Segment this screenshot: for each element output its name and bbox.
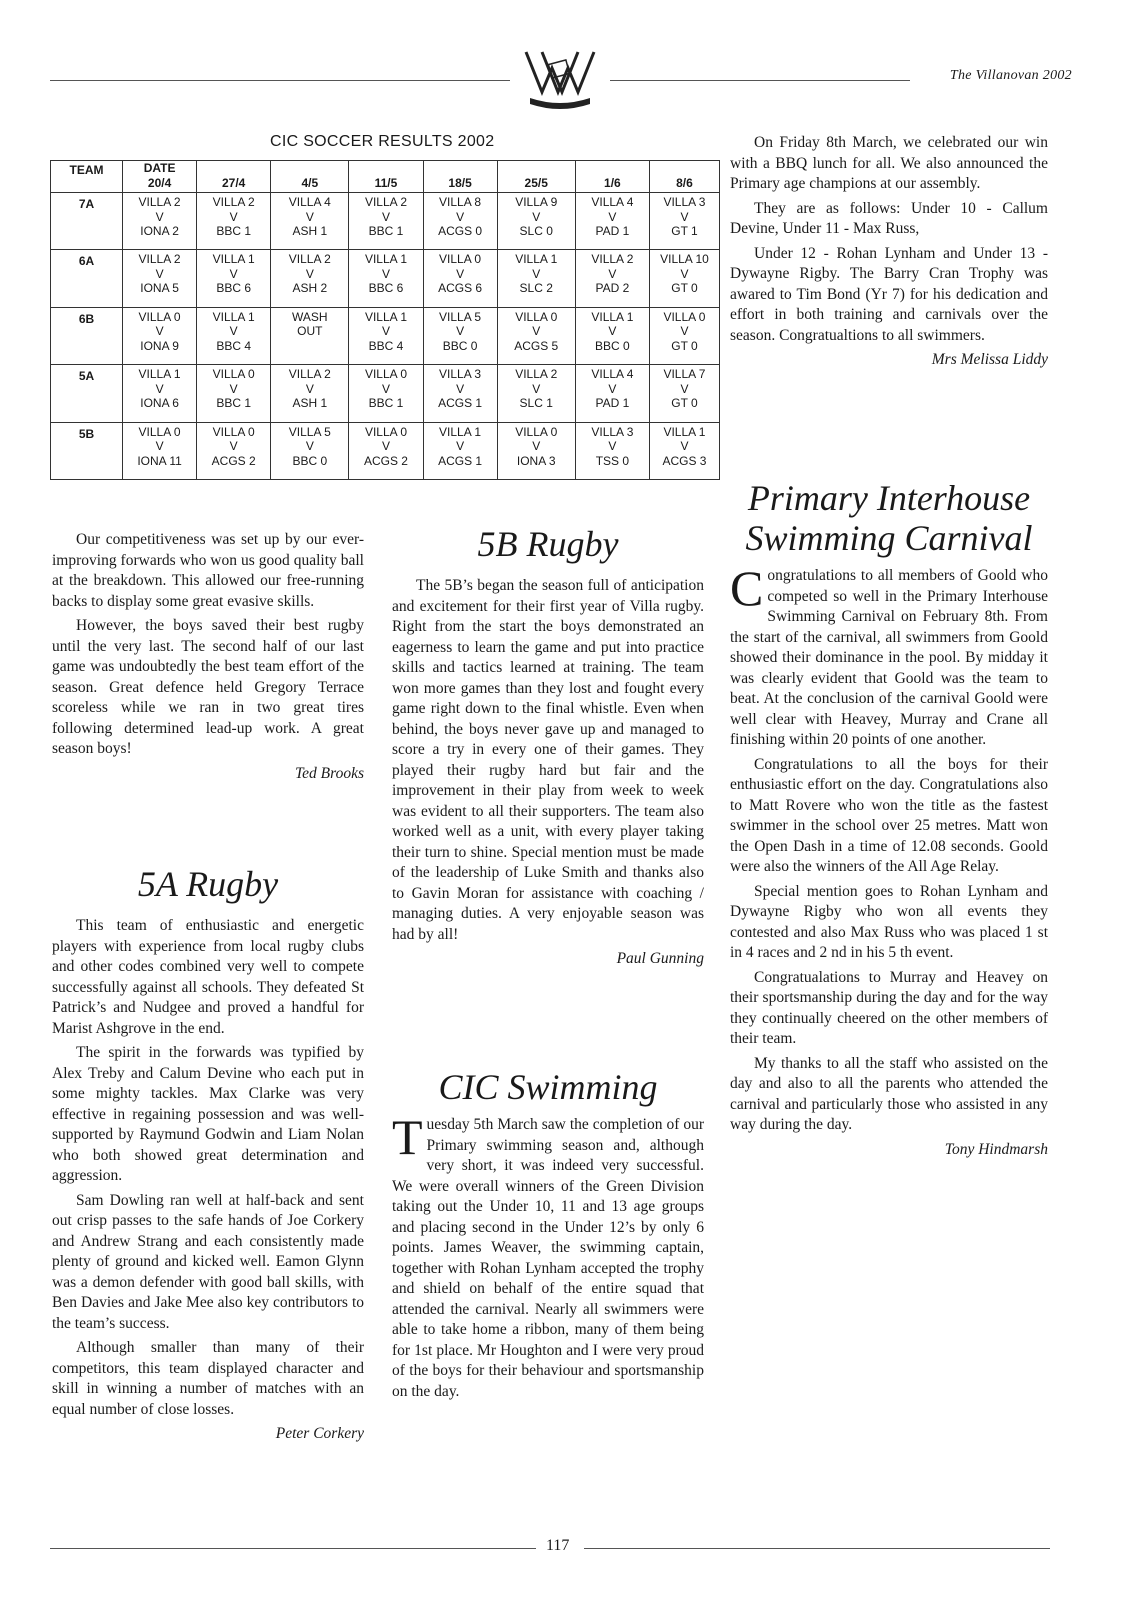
section-heading: 5A Rugby (137, 864, 279, 904)
page-number: 117 (546, 1537, 570, 1554)
result-cell: VILLA 2 V IONA 2 (123, 193, 197, 250)
rugby-continued-section (52, 530, 364, 788)
paragraph: Although smaller than many of their competitors, this team displayed character and skill in winning a number of matches with an equal number of close losses. (52, 1339, 364, 1418)
drop-cap: C (730, 560, 764, 616)
result-cell: VILLA 0 V GT 0 (649, 307, 719, 364)
table-row (51, 250, 720, 307)
paragraph: This team of enthusiastic and energetic players with experience from local rugby clubs and other codes combined very well to compete successfully against all schools. They defeated St Patrick’s and Nudgee and proved a handful for Marist Ashgrove in the end. (52, 917, 364, 1037)
result-cell: VILLA 2 V SLC 1 (497, 365, 575, 422)
result-cell: VILLA 1 V ACGS 3 (649, 422, 719, 479)
result-cell: VILLA 1 V BBC 6 (349, 250, 423, 307)
author-signature: Peter Corkery (275, 1425, 364, 1442)
table-row (51, 193, 720, 250)
cic-swimming-section (392, 1065, 704, 1406)
result-cell: VILLA 3 V ACGS 1 (423, 365, 497, 422)
interhouse-swimming-section (730, 478, 1048, 1164)
section-heading (730, 478, 1048, 558)
date-cell: 25/5 (497, 161, 575, 193)
date-cell: 1/6 (575, 161, 649, 193)
drop-cap: T (392, 1109, 423, 1165)
table-row (51, 365, 720, 422)
result-cell: WASH OUT (271, 307, 349, 364)
paragraph: My thanks to all the staff who assisted on the day and also to all the parents who attended the carnival and particularly those who assisted in any way during the day. (730, 1054, 1048, 1133)
result-cell: VILLA 0 V IONA 11 (123, 422, 197, 479)
result-cell: VILLA 2 V PAD 2 (575, 250, 649, 307)
date-cell: 18/5 (423, 161, 497, 193)
result-cell: VILLA 8 V ACGS 0 (423, 193, 497, 250)
result-cell: VILLA 1 V BBC 0 (575, 307, 649, 364)
result-cell: VILLA 0 V ACGS 2 (349, 422, 423, 479)
school-crest-logo (520, 48, 600, 110)
date-cell: 20/4 (147, 176, 172, 190)
team-cell: 6B (51, 307, 123, 364)
result-cell: VILLA 0 V ACGS 5 (497, 307, 575, 364)
result-cell: VILLA 0 V IONA 9 (123, 307, 197, 364)
result-cell: VILLA 0 V BBC 1 (197, 365, 271, 422)
team-cell: 5B (51, 422, 123, 479)
paragraph: The spirit in the forwards was typified by Alex Treby and Calum Devine who each put in some mighty tackles. Max Clarke was very effective in regaining possession and was well-supported by Raymund Godwin and Liam Nolan who both showed great determination and aggression. (52, 1044, 364, 1184)
soccer-results-table (50, 160, 720, 480)
section-heading: CIC Swimming (438, 1067, 658, 1107)
result-cell: VILLA 2 V ASH 1 (271, 365, 349, 422)
result-cell: VILLA 4 V ASH 1 (271, 193, 349, 250)
paragraph: On Friday 8th March, we celebrated our win with a BBQ lunch for all. We also announced the Primary age champions at our assembly. (730, 134, 1048, 192)
result-cell: VILLA 0 V BBC 1 (349, 365, 423, 422)
paragraph: The 5B’s began the season full of anticipation and excitement for their first year of Villa rugby. Right from the start the boys demonstrated an eagerness to learn the game and put into practice skills and tactics learned at training. The team won more games than they lost and fought every game right down to the final whistle. Even when behind, the boys never gave up and managed to score a try in every one of their games. They played their rugby hard but fair and the improvement in their play from week to week was evident to all their supporters. The team also worked well as a unit, with every player taking their turn to shine. Special mention must be made of the leadership of Luke Smith and thanks also to Gavin Moran for assistance with coaching / managing duties. A very enjoyable season was had by all! (392, 577, 704, 943)
team-cell: 5A (51, 365, 123, 422)
paragraph: Congratulations to all the boys for their enthusiastic effort on the day. Congratulations also to Matt Rovere who won the title as the fastest swimmer in the school over 25 metres. Matt won the Open Dash in a time of 12.08 seconds. Goold were also the winners of the All Age Relay. (730, 755, 1048, 875)
paragraph: Under 12 - Rohan Lynham and Under 13 - Dywayne Rigby. The Barry Cran Trophy was awared to Tim Bond (Yr 7) for his dedication and effort in both training and carnivals over the season. Congratualtions to all swimmers. (730, 244, 1048, 344)
team-cell: 7A (51, 193, 123, 250)
paragraph: Our competitiveness was set up by our ever-improving forwards who won us good quality ball at the breakdown. This allowed our free-running backs to display some great evasive skills. (52, 531, 364, 610)
result-cell: VILLA 2 V ASH 2 (271, 250, 349, 307)
result-cell: VILLA 4 V PAD 1 (575, 365, 649, 422)
team-cell: 6A (51, 250, 123, 307)
paragraph (392, 1109, 704, 1402)
author-signature: Ted Brooks (294, 764, 364, 782)
rugby-5a-section (52, 862, 364, 1449)
header-rule-left (50, 80, 510, 81)
paragraph-text: uesday 5th March saw the completion of our Primary swimming season and, although very short, it was indeed very successful. We were overall winners of the Green Division taking out the Under 10, 11 and 13 age groups and placing second in the Under 12’s by only 6 points. James Weaver, the swimming captain, together with Rohan Lynham accepted the trophy and shield on behalf of the entire squad that attended the carnival. Nearly all swimmers were able to take home a ribbon, many of them being for 1st place. Mr Houghton and I were very proud of the boys for their behaviour and sportsmanship on the day. (392, 1116, 704, 1400)
publication-title: The Villanovan 2002 (949, 68, 1072, 83)
footer-rule-right (584, 1548, 1050, 1549)
paragraph: Special mention goes to Rohan Lynham and Dywayne Rigby who won all events they contested and also Max Russ who was placed 1 st in 4 races and 2 nd in his 5 th event. (730, 882, 1048, 961)
section-heading: 5B Rugby (477, 524, 619, 564)
paragraph: However, the boys saved their best rugby until the very last. The second half of our last game was undoubtedly the best team effort of the season. Great defence held Gregory Terrace scoreless while we ran in two great tires following determined lead-up work. A great season boys! (52, 617, 364, 757)
result-cell: VILLA 1 V IONA 6 (123, 365, 197, 422)
result-cell: VILLA 5 V BBC 0 (271, 422, 349, 479)
author-signature: Mrs Melissa Liddy (931, 351, 1048, 368)
result-cell: VILLA 7 V GT 0 (649, 365, 719, 422)
heading-line: Swimming Carnival (745, 518, 1033, 558)
table-title: CIC SOCCER RESULTS 2002 (270, 133, 495, 150)
date-cell: 27/4 (197, 161, 271, 193)
heading-line: Primary Interhouse (747, 478, 1031, 518)
result-cell: VILLA 1 V BBC 4 (197, 307, 271, 364)
result-cell: VILLA 1 V SLC 2 (497, 250, 575, 307)
team-column-header: TEAM (51, 161, 123, 193)
table-row (51, 307, 720, 364)
result-cell: VILLA 0 V ACGS 6 (423, 250, 497, 307)
rugby-5b-section (392, 522, 704, 974)
paragraph: Congratualations to Murray and Heavey on their sportsmanship during the day and for the way they continually cheered on the other members of their team. (730, 968, 1048, 1047)
table-row (51, 422, 720, 479)
result-cell: VILLA 2 V BBC 1 (197, 193, 271, 250)
date-cell: 4/5 (271, 161, 349, 193)
result-cell: VILLA 2 V IONA 5 (123, 250, 197, 307)
result-cell: VILLA 5 V BBC 0 (423, 307, 497, 364)
result-cell: VILLA 4 V PAD 1 (575, 193, 649, 250)
author-signature: Paul Gunning (616, 950, 704, 967)
paragraph-text: ongratulations to all members of Goold who competed so well in the Primary Interhouse Swimming Carnival on February 8th. From the start of the carnival, all swimmers from Goold showed their dominance in the pool. By midday it was clearly evident that Goold was the team to beat. At the conclusion of the carnival Goold were well clear with Heavey, Murray and Crane all finishing within 20 points of one another. (730, 567, 1048, 748)
header-rule-right (610, 80, 910, 81)
date-column-header (123, 161, 197, 193)
result-cell: VILLA 3 V TSS 0 (575, 422, 649, 479)
date-label: DATE (143, 161, 176, 175)
result-cell: VILLA 1 V BBC 4 (349, 307, 423, 364)
result-cell: VILLA 10 V GT 0 (649, 250, 719, 307)
result-cell: VILLA 9 V SLC 0 (497, 193, 575, 250)
date-cell: 8/6 (649, 161, 719, 193)
date-cell: 11/5 (349, 161, 423, 193)
paragraph: Sam Dowling ran well at half-back and sent out crisp passes to the safe hands of Joe Corkery and Andrew Strang and each consistently made plenty of ground and kicked well. Eamon Glynn was a demon defender with good ball skills, with Ben Davies and Jake Mee also key contributors to the team’s success. (52, 1191, 364, 1332)
result-cell: VILLA 1 V BBC 6 (197, 250, 271, 307)
result-cell: VILLA 0 V IONA 3 (497, 422, 575, 479)
author-signature: Tony Hindmarsh (944, 1140, 1048, 1158)
result-cell: VILLA 1 V ACGS 1 (423, 422, 497, 479)
swimming-continued-section (730, 133, 1048, 375)
paragraph: They are as follows: Under 10 - Callum Devine, Under 11 - Max Russ, (730, 199, 1048, 237)
paragraph (730, 560, 1048, 751)
footer-rule-left (50, 1548, 536, 1549)
result-cell: VILLA 3 V GT 1 (649, 193, 719, 250)
result-cell: VILLA 2 V BBC 1 (349, 193, 423, 250)
result-cell: VILLA 0 V ACGS 2 (197, 422, 271, 479)
